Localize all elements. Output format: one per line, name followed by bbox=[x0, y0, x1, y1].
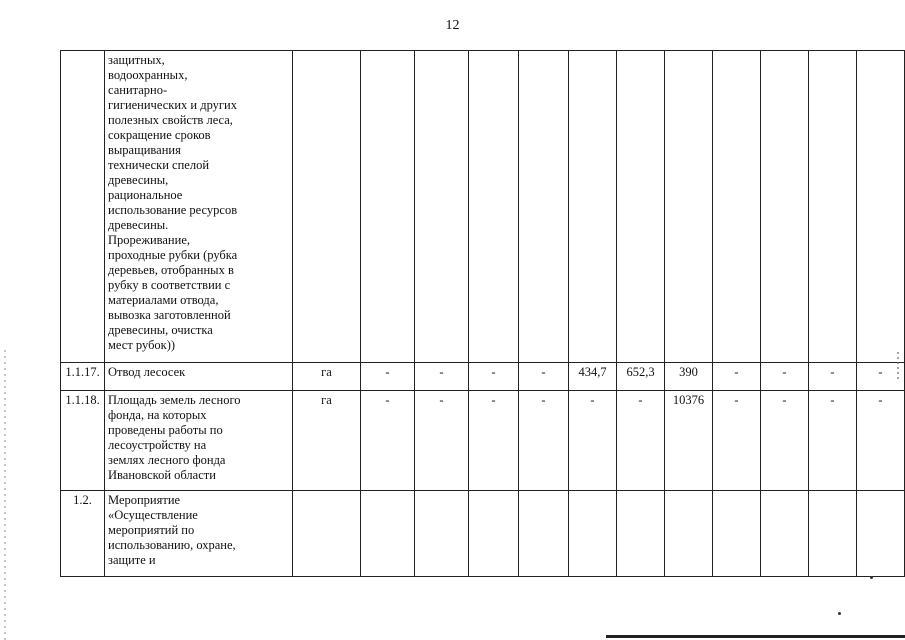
row-value: - bbox=[809, 391, 857, 491]
row-value: - bbox=[857, 391, 905, 491]
row-value: 390 bbox=[665, 363, 713, 391]
scan-edge-left bbox=[4, 350, 6, 640]
row-number: 1.1.17. bbox=[61, 363, 105, 391]
row-value: - bbox=[761, 391, 809, 491]
row-unit: га bbox=[293, 391, 361, 491]
row-value: - bbox=[761, 363, 809, 391]
row-value bbox=[665, 491, 713, 577]
program-table bbox=[60, 50, 905, 577]
row-value bbox=[809, 51, 857, 363]
row-value bbox=[469, 491, 519, 577]
row-value bbox=[713, 491, 761, 577]
row-number: 1.1.18. bbox=[61, 391, 105, 491]
row-value: - bbox=[519, 363, 569, 391]
row-name: Площадь земель лесного фонда, на которых проведены работы по лесоустройству на землях лесного фонда Ивановской области bbox=[105, 391, 293, 491]
row-value bbox=[617, 51, 665, 363]
scan-edge-right bbox=[897, 352, 899, 382]
row-value: - bbox=[857, 363, 905, 391]
row-unit: га bbox=[293, 363, 361, 391]
row-value: - bbox=[469, 363, 519, 391]
row-value bbox=[519, 491, 569, 577]
row-value: - bbox=[809, 363, 857, 391]
row-value bbox=[569, 491, 617, 577]
row-value: - bbox=[519, 391, 569, 491]
row-name: Мероприятие «Осуществление мероприятий по использованию, охране, защите и bbox=[105, 491, 293, 577]
row-unit bbox=[293, 491, 361, 577]
row-value bbox=[361, 51, 415, 363]
row-value: - bbox=[415, 391, 469, 491]
row-value bbox=[519, 51, 569, 363]
row-value bbox=[617, 491, 665, 577]
row-value bbox=[713, 51, 761, 363]
row-name: защитных, водоохранных, санитарно- гигиенических и других полезных свойств леса, сокращение сроков выращивания технически спелой древесины, рациональное использование ресурсов древесины. Прореживание, проходные рубки (рубка деревьев, отобранных в рубку в соответствии с материалами отвода, вывозка заготовленной древесины, очистка мест рубок)) bbox=[105, 51, 293, 363]
row-value: - bbox=[569, 391, 617, 491]
row-value bbox=[569, 51, 617, 363]
row-unit bbox=[293, 51, 361, 363]
row-value bbox=[809, 491, 857, 577]
table-body bbox=[61, 51, 905, 577]
row-value bbox=[857, 491, 905, 577]
row-number: 1.2. bbox=[61, 491, 105, 577]
table-row bbox=[61, 391, 905, 491]
table-row bbox=[61, 51, 905, 363]
row-value bbox=[415, 491, 469, 577]
row-value bbox=[761, 51, 809, 363]
row-value bbox=[415, 51, 469, 363]
scan-speck bbox=[838, 612, 841, 615]
row-number bbox=[61, 51, 105, 363]
table-row bbox=[61, 491, 905, 577]
row-value bbox=[761, 491, 809, 577]
row-value: - bbox=[713, 391, 761, 491]
row-value: - bbox=[361, 363, 415, 391]
table-row bbox=[61, 363, 905, 391]
row-value: - bbox=[415, 363, 469, 391]
row-value bbox=[361, 491, 415, 577]
row-value bbox=[665, 51, 713, 363]
row-value: 434,7 bbox=[569, 363, 617, 391]
page-number: 12 bbox=[445, 18, 460, 33]
row-value: - bbox=[713, 363, 761, 391]
row-value: - bbox=[469, 391, 519, 491]
row-value: - bbox=[617, 391, 665, 491]
scan-edge-bottom bbox=[606, 635, 905, 638]
row-value: 10376 bbox=[665, 391, 713, 491]
row-name: Отвод лесосек bbox=[105, 363, 293, 391]
scan-speck bbox=[870, 576, 873, 579]
row-value: 652,3 bbox=[617, 363, 665, 391]
row-value: - bbox=[361, 391, 415, 491]
row-value bbox=[857, 51, 905, 363]
row-value bbox=[469, 51, 519, 363]
